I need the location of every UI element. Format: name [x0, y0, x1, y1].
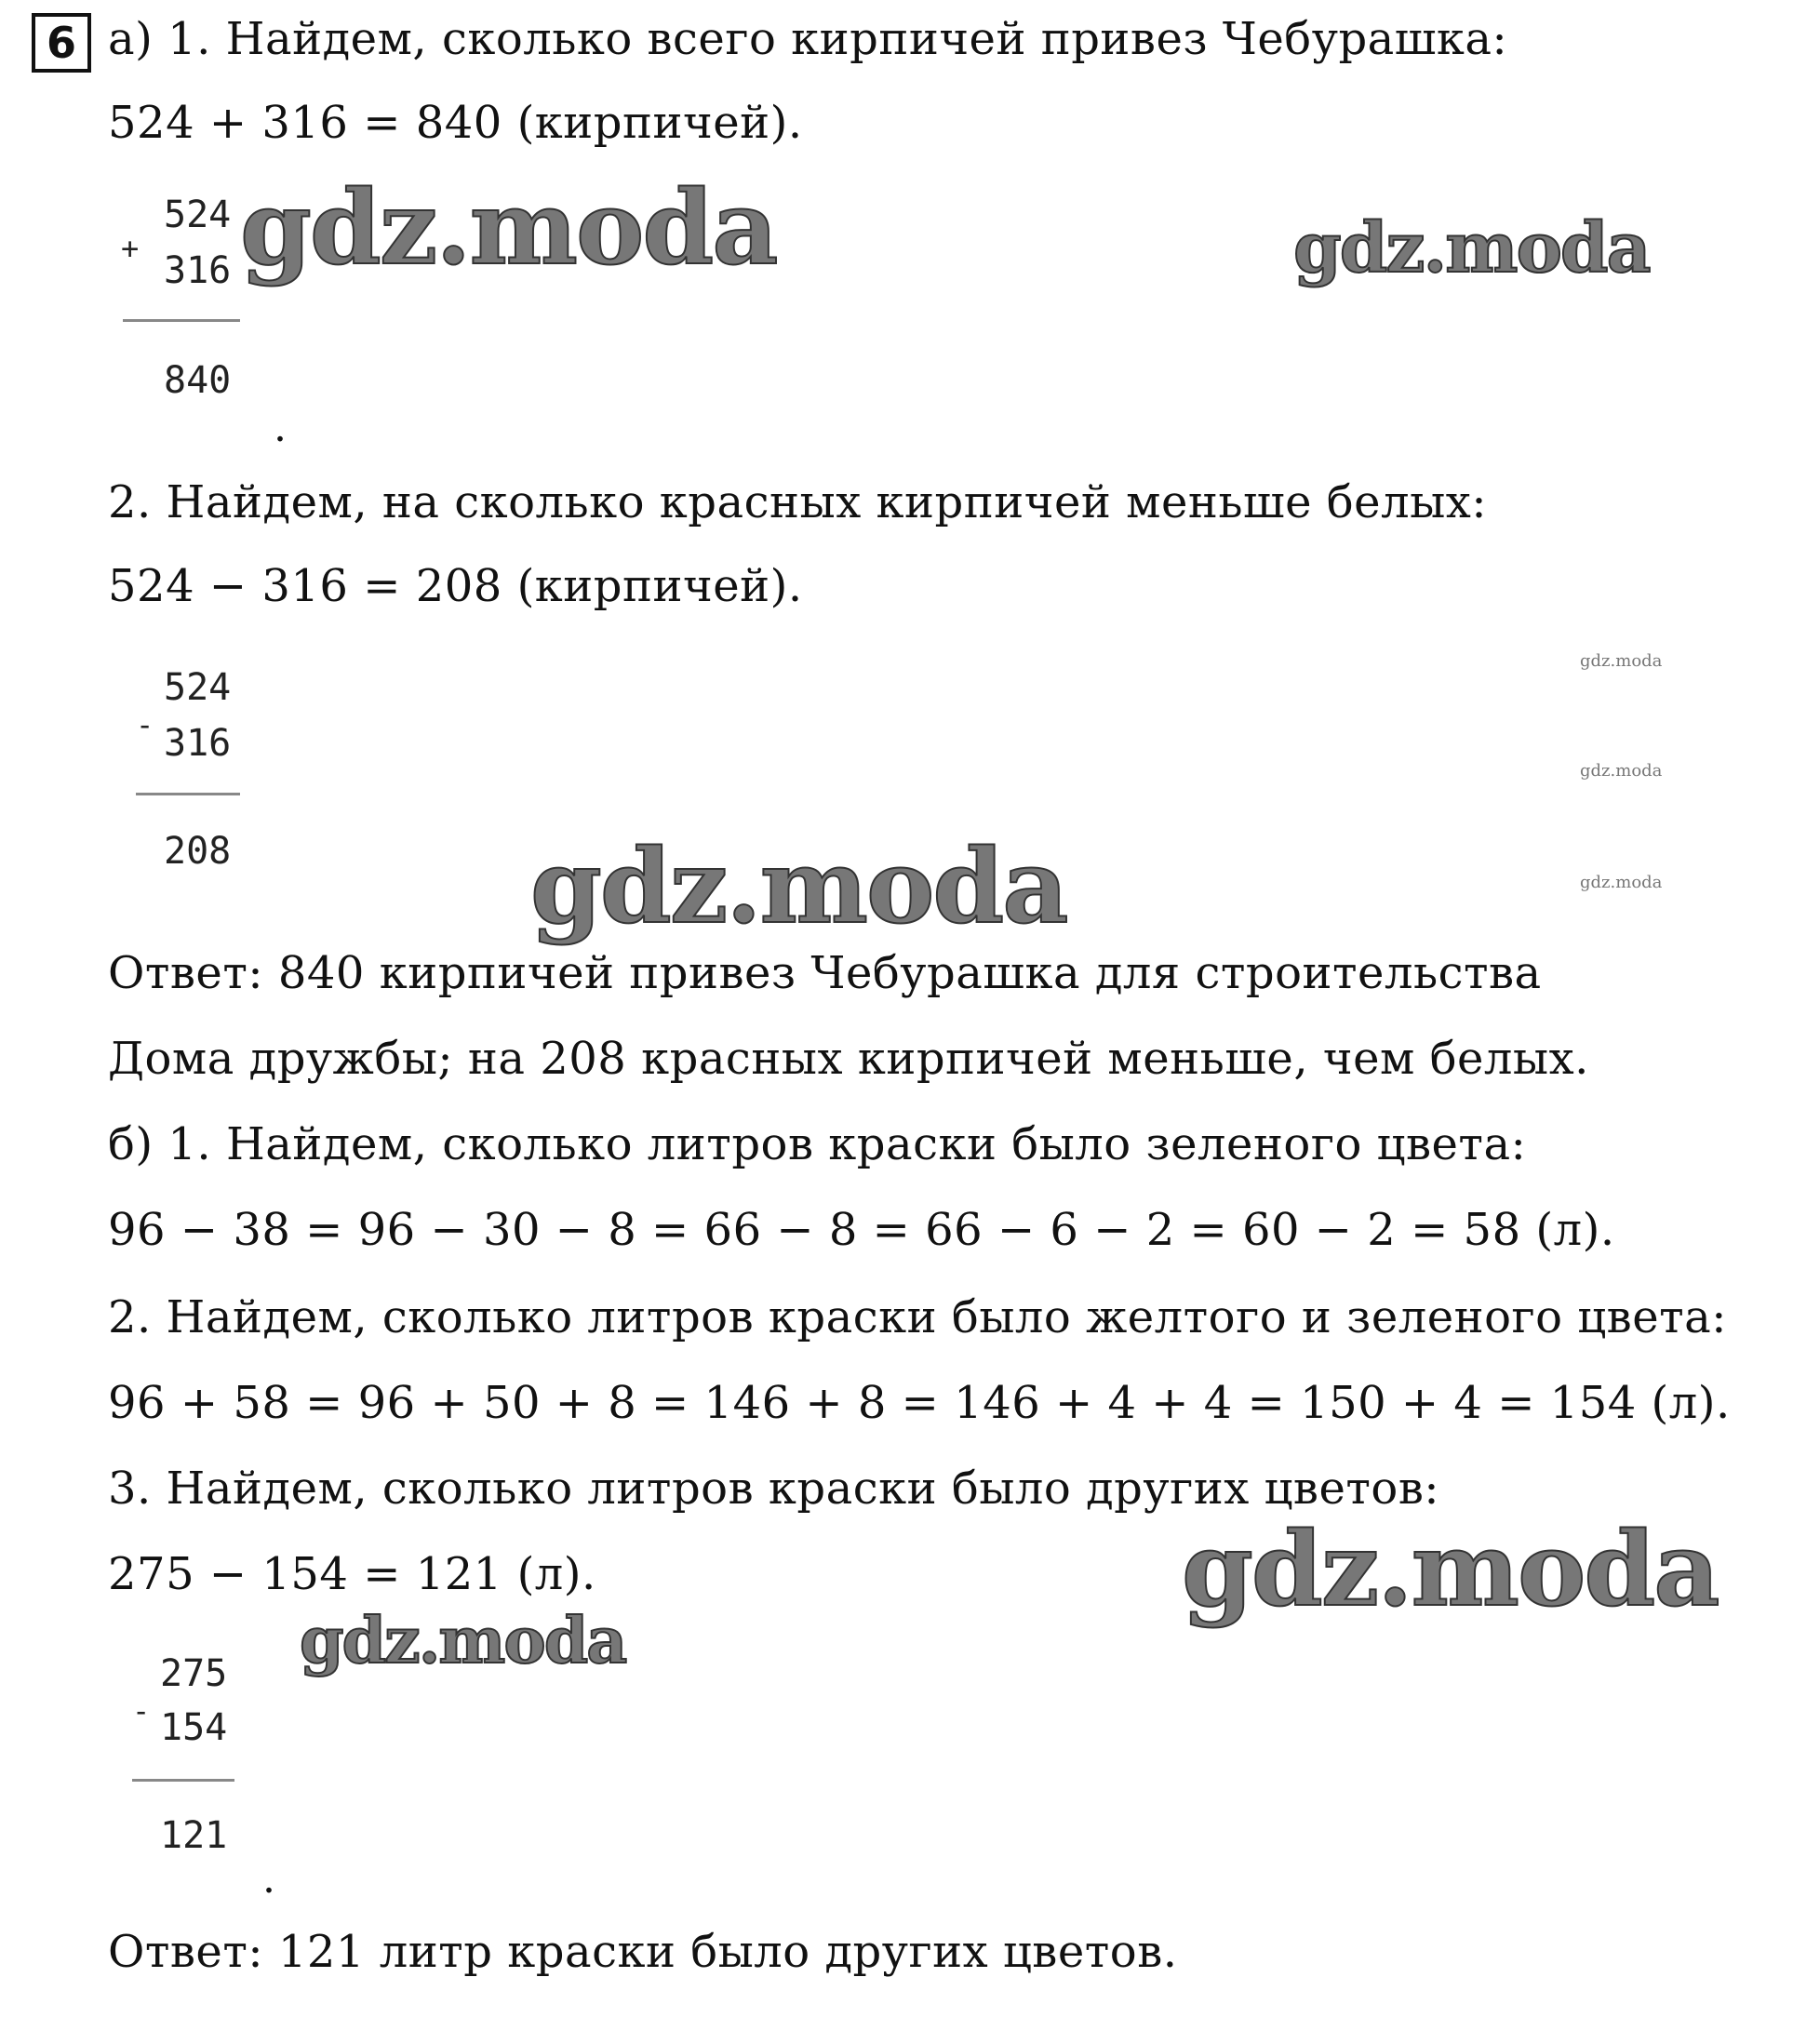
- column-top: 524: [164, 194, 232, 236]
- column-subtraction-2: [127, 1652, 257, 1857]
- part-b-eq1: 96 − 38 = 96 − 30 − 8 = 66 − 8 = 66 − 6 − 2 = 60 − 2 = 58 (л).: [108, 1204, 1615, 1256]
- column-addition: [121, 194, 251, 402]
- column-operator: -: [136, 707, 154, 742]
- part-a-eq2: 524 − 316 = 208 (кирпичей).: [108, 560, 803, 612]
- watermark: gdz.moda: [1293, 208, 1650, 288]
- column-rule: [136, 793, 240, 795]
- part-b-step3: 3. Найдем, сколько литров краски было других цветов:: [108, 1463, 1440, 1515]
- watermark: gdz.moda: [240, 167, 777, 287]
- column-operator: +: [121, 231, 140, 266]
- column-top: 275: [160, 1652, 228, 1695]
- part-b-answer: Ответ: 121 литр краски было других цветов.: [108, 1926, 1178, 1978]
- part-a-answer-line1: Ответ: 840 кирпичей привез Чебурашка для строительства: [108, 947, 1542, 999]
- watermark-small: gdz.moda: [1580, 651, 1663, 671]
- watermark: gdz.moda: [300, 1604, 626, 1678]
- watermark-small: gdz.moda: [1580, 761, 1663, 781]
- part-b-eq3: 275 − 154 = 121 (л).: [108, 1548, 596, 1600]
- task-number: 6: [32, 13, 91, 73]
- column-result: 840: [164, 359, 232, 402]
- part-a-step1: а) 1. Найдем, сколько всего кирпичей привез Чебурашка:: [108, 13, 1508, 65]
- dot-mark: .: [262, 1855, 275, 1903]
- column-operator: -: [132, 1693, 151, 1729]
- part-a-answer-line2: Дома дружбы; на 208 красных кирпичей меньше, чем белых.: [108, 1033, 1589, 1085]
- column-top: 524: [164, 666, 232, 709]
- column-bottom: 154: [160, 1706, 228, 1749]
- column-subtraction-1: [130, 666, 261, 873]
- column-result: 208: [164, 830, 232, 873]
- part-b-step2: 2. Найдем, сколько литров краски было желтого и зеленого цвета:: [108, 1291, 1727, 1343]
- watermark: gdz.moda: [530, 826, 1067, 946]
- watermark-small: gdz.moda: [1580, 873, 1663, 892]
- column-rule: [132, 1779, 234, 1782]
- column-bottom: 316: [164, 249, 232, 292]
- column-rule: [123, 319, 240, 322]
- part-a-step2: 2. Найдем, на сколько красных кирпичей меньше белых:: [108, 476, 1488, 528]
- dot-mark: .: [274, 404, 287, 451]
- part-b-step1: б) 1. Найдем, сколько литров краски было зеленого цвета:: [108, 1118, 1527, 1170]
- watermark: gdz.moda: [1182, 1509, 1719, 1629]
- column-result: 121: [160, 1814, 228, 1857]
- part-a-eq1: 524 + 316 = 840 (кирпичей).: [108, 97, 803, 149]
- part-b-eq2: 96 + 58 = 96 + 50 + 8 = 146 + 8 = 146 + 4 + 4 = 150 + 4 = 154 (л).: [108, 1377, 1731, 1429]
- column-bottom: 316: [164, 722, 232, 765]
